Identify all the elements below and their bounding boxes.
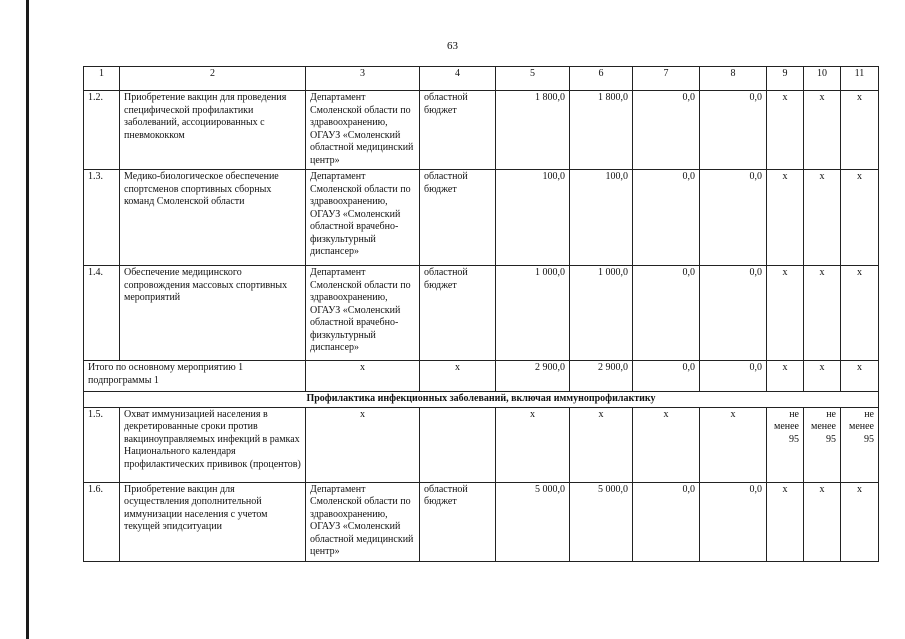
column-number: 11 bbox=[841, 67, 879, 91]
row-number: 1.5. bbox=[84, 407, 120, 482]
indicator-value: x bbox=[841, 91, 879, 170]
section-row bbox=[84, 392, 879, 408]
amount-year-3: x bbox=[700, 407, 767, 482]
executor: Департамент Смоленской области по здравоохранению, ОГАУЗ «Смоленский областной медицинский центр» bbox=[306, 482, 420, 561]
amount-year-1: x bbox=[570, 407, 633, 482]
row-number: 1.4. bbox=[84, 266, 120, 361]
total-amount-year-2: 0,0 bbox=[633, 361, 700, 392]
indicator-value: x bbox=[767, 170, 804, 266]
indicator-value: x bbox=[767, 91, 804, 170]
column-number: 10 bbox=[804, 67, 841, 91]
column-number: 1 bbox=[84, 67, 120, 91]
total-amount-year-3: 0,0 bbox=[700, 361, 767, 392]
column-number: 4 bbox=[420, 67, 496, 91]
indicator-value: x bbox=[804, 266, 841, 361]
amount-year-2: 0,0 bbox=[633, 266, 700, 361]
row-number: 1.6. bbox=[84, 482, 120, 561]
amount-year-2: 0,0 bbox=[633, 482, 700, 561]
column-number: 6 bbox=[570, 67, 633, 91]
amount-total: x bbox=[496, 407, 570, 482]
amount-total: 100,0 bbox=[496, 170, 570, 266]
measure-name: Медико-биологическое обеспечение спортсменов спортивных сборных команд Смоленской области bbox=[120, 170, 306, 266]
amount-year-2: 0,0 bbox=[633, 91, 700, 170]
table-row bbox=[84, 266, 879, 361]
indicator-value: x bbox=[804, 361, 841, 392]
table-row bbox=[84, 170, 879, 266]
row-number: 1.2. bbox=[84, 91, 120, 170]
column-number: 2 bbox=[120, 67, 306, 91]
amount-year-1: 1 000,0 bbox=[570, 266, 633, 361]
section-title: Профилактика инфекционных заболеваний, включая иммунопрофилактику bbox=[84, 392, 879, 408]
measure-name: Охват иммунизацией населения в декретированные сроки против вакциноуправляемых инфекций в рамках Национального календаря профилактических прививок (процентов) bbox=[120, 407, 306, 482]
page-number: 63 bbox=[447, 40, 458, 52]
table-row bbox=[84, 91, 879, 170]
amount-year-3: 0,0 bbox=[700, 91, 767, 170]
total-source: x bbox=[420, 361, 496, 392]
amount-year-2: x bbox=[633, 407, 700, 482]
executor: Департамент Смоленской области по здравоохранению, ОГАУЗ «Смоленский областной медицинский центр» bbox=[306, 91, 420, 170]
total-amount: 2 900,0 bbox=[496, 361, 570, 392]
funding-source: областной бюджет bbox=[420, 170, 496, 266]
amount-year-3: 0,0 bbox=[700, 266, 767, 361]
executor: Департамент Смоленской области по здравоохранению, ОГАУЗ «Смоленский областной врачебно-физкультурный диспансер» bbox=[306, 170, 420, 266]
row-number: 1.3. bbox=[84, 170, 120, 266]
amount-total: 1 000,0 bbox=[496, 266, 570, 361]
amount-year-1: 100,0 bbox=[570, 170, 633, 266]
indicator-value: x bbox=[767, 361, 804, 392]
indicator-value: не менее 95 bbox=[767, 407, 804, 482]
executor: Департамент Смоленской области по здравоохранению, ОГАУЗ «Смоленский областной врачебно-физкультурный диспансер» bbox=[306, 266, 420, 361]
indicator-value: x bbox=[804, 482, 841, 561]
indicator-value: x bbox=[841, 361, 879, 392]
measure-name: Приобретение вакцин для осуществления дополнительной иммунизации населения с учетом текущей эпидситуации bbox=[120, 482, 306, 561]
measure-name: Приобретение вакцин для проведения специфической профилактики заболеваний, ассоциированных с пневмококком bbox=[120, 91, 306, 170]
column-number: 8 bbox=[700, 67, 767, 91]
indicator-value: x bbox=[841, 170, 879, 266]
amount-year-1: 5 000,0 bbox=[570, 482, 633, 561]
indicator-value: x bbox=[767, 266, 804, 361]
column-number: 9 bbox=[767, 67, 804, 91]
indicator-value: x bbox=[804, 170, 841, 266]
program-table bbox=[83, 66, 879, 562]
funding-source bbox=[420, 407, 496, 482]
column-number: 7 bbox=[633, 67, 700, 91]
amount-total: 1 800,0 bbox=[496, 91, 570, 170]
column-number-row bbox=[84, 67, 879, 91]
column-number: 5 bbox=[496, 67, 570, 91]
scan-edge-line bbox=[26, 0, 29, 639]
total-label: Итого по основному мероприятию 1 подпрограммы 1 bbox=[84, 361, 306, 392]
indicator-value: x bbox=[841, 482, 879, 561]
total-row bbox=[84, 361, 879, 392]
column-number: 3 bbox=[306, 67, 420, 91]
amount-year-2: 0,0 bbox=[633, 170, 700, 266]
table-row bbox=[84, 482, 879, 561]
funding-source: областной бюджет bbox=[420, 482, 496, 561]
indicator-value: не менее 95 bbox=[804, 407, 841, 482]
amount-year-3: 0,0 bbox=[700, 482, 767, 561]
indicator-value: x bbox=[841, 266, 879, 361]
funding-source: областной бюджет bbox=[420, 91, 496, 170]
total-executor: x bbox=[306, 361, 420, 392]
indicator-value: x bbox=[804, 91, 841, 170]
table-row bbox=[84, 407, 879, 482]
funding-source: областной бюджет bbox=[420, 266, 496, 361]
indicator-value: x bbox=[767, 482, 804, 561]
executor: x bbox=[306, 407, 420, 482]
amount-year-1: 1 800,0 bbox=[570, 91, 633, 170]
measure-name: Обеспечение медицинского сопровождения массовых спортивных мероприятий bbox=[120, 266, 306, 361]
total-amount-year-1: 2 900,0 bbox=[570, 361, 633, 392]
indicator-value: не менее 95 bbox=[841, 407, 879, 482]
amount-total: 5 000,0 bbox=[496, 482, 570, 561]
amount-year-3: 0,0 bbox=[700, 170, 767, 266]
